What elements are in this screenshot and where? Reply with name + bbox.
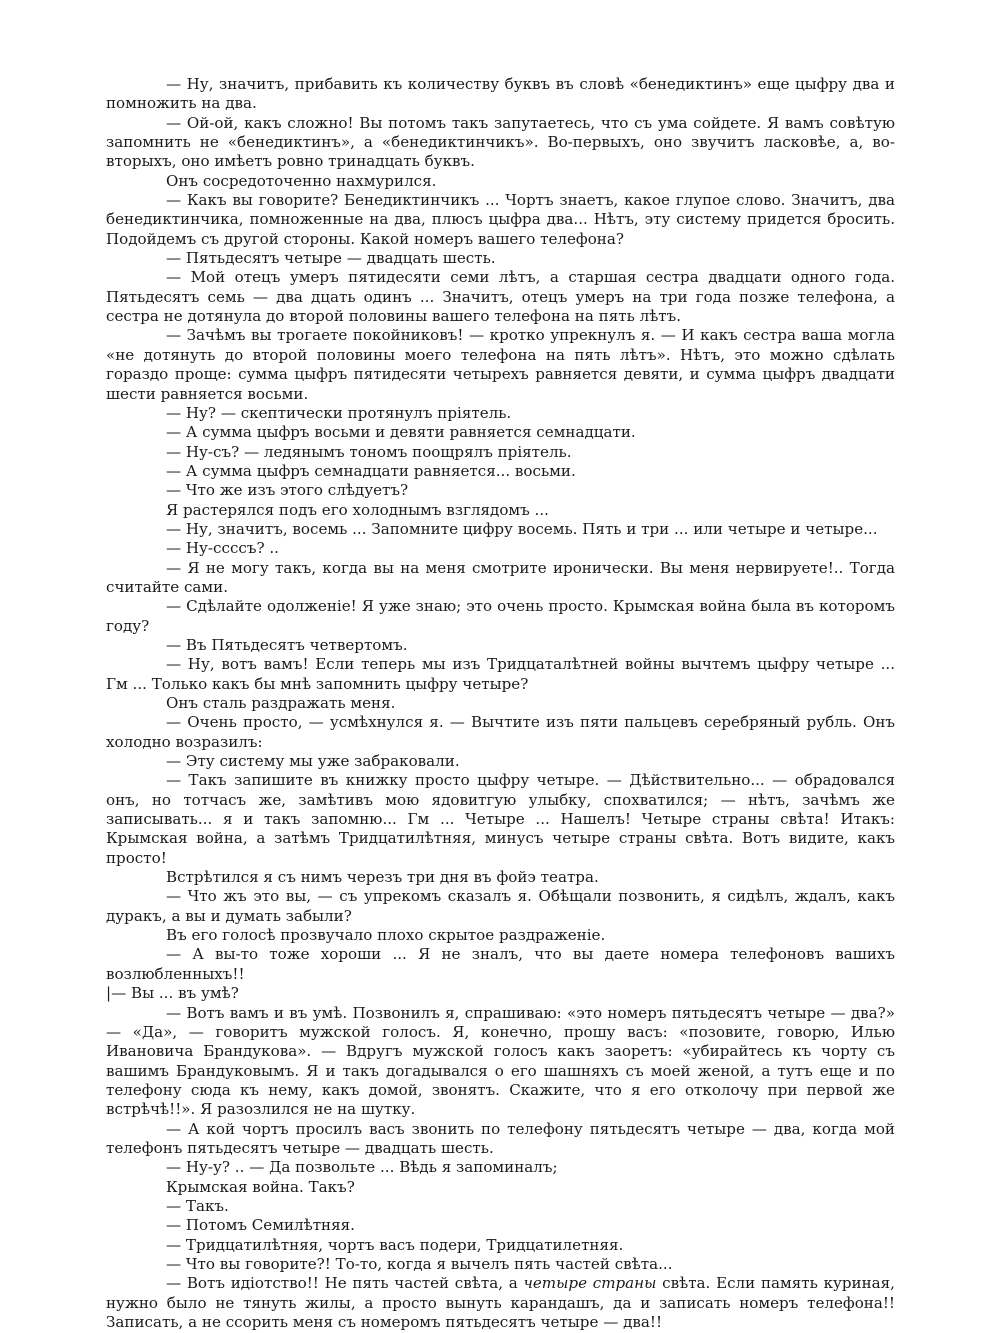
paragraph: — Въ Пятьдесятъ четвертомъ. [166, 635, 408, 654]
paragraph: — Такъ. [166, 1196, 229, 1215]
paragraph [106, 1274, 895, 1332]
paragraph: — Ой-ой, какъ сложно! Вы потомъ такъ запутаетесь, что съ ума сойдете. Я вамъ совѣтую запомнить не «бенедиктинъ», а «бенедиктинчикъ». Во-первыхъ, оно звучитъ ласковѣе, а, во-вторыхъ, оно имѣетъ ровно тринадцать буквъ. [106, 113, 895, 171]
paragraph: — Ну-ссссъ? .. [166, 539, 279, 558]
paragraph: — А кой чортъ просилъ васъ звонить по телефону пятьдесятъ четыре — два, когда мой телефонъ пятьдесятъ четыре — двадцать шесть. [106, 1119, 895, 1157]
paragraph: Онъ сосредоточенно нахмурился. [166, 171, 437, 190]
italic-phrase: четыре страны [523, 1274, 657, 1293]
paragraph: — Ну? — скептически протянулъ пріятель. [166, 403, 512, 422]
paragraph: — Ну-у? .. — Да позвольте ... Вѣдь я запоминалъ; [166, 1158, 558, 1177]
paragraph: — Пятьдесятъ четыре — двадцать шесть. [166, 249, 496, 268]
paragraph: — Какъ вы говорите? Бенедиктинчикъ ... Чортъ знаетъ, какое глупое слово. Значитъ, два бенедиктинчика, помноженные на два, плюсъ цыфра два... Нѣтъ, эту систему придется бросить. Подойдемъ съ другой стороны. Какой номеръ вашего телефона? [106, 191, 895, 248]
paragraph-text: свѣта. Если память куриная, нужно было не тянуть жилы, а просто вынуть карандашъ, да и записать номеръ телефона!! Записать, а не ссорить меня съ номеромъ пятьдесятъ четыре — два!! [106, 1274, 895, 1331]
paragraph: Встрѣтился я съ нимъ черезъ три дня въ фойэ театра. [166, 868, 599, 887]
paragraph: — Такъ запишите въ книжку просто цыфру четыре. — Дѣйствительно... — обрадовался онъ, но тотчасъ же, замѣтивъ мою ядовитгую улыбку, спохватился; — нѣтъ, зачѣмъ же записывать... я и такъ запомню... Гм ... Четыре ... Нашелъ! Четыре страны свѣта! Итакъ: Крымская война, а затѣмъ Тридцатилѣтняя, минусъ четыре страны свѣта. Вотъ видите, какъ просто! [106, 771, 895, 867]
paragraph: — А сумма цыфръ семнадцати равняется... восьми. [166, 461, 576, 480]
paragraph: — Вотъ вамъ и въ умѣ. Позвонилъ я, спрашиваю: «это номеръ пятьдесятъ четыре — два?» — «Да», — говоритъ мужской голосъ. Я, конечно, прошу васъ: «позовите, говорю, Илью Ивановича Брандукова». — Вдругъ мужской голосъ какъ заоретъ: «убирайтесь къ чорту съ вашимъ Брандуковымъ. Я и такъ догадывался о его шашняхъ съ моей женой, а тутъ еще и по телефону сюда къ нему, какъ домой, звонятъ. Скажите, что я его отколочу при первой же встрѣчѣ!!». Я разозлился не на шутку. [106, 1003, 895, 1119]
paragraph: Я растерялся подъ его холоднымъ взглядомъ ... [166, 500, 549, 519]
paragraph: — Ну, значитъ, восемь ... Запомните цифру восемь. Пять и три ... или четыре и четыре... [166, 519, 878, 538]
paragraph: — Зачѣмъ вы трогаете покойниковъ! — кротко упрекнулъ я. — И какъ сестра ваша могла «не дотянуть до второй половины моего телефона на пять лѣтъ». Нѣтъ, это можно сдѣлать гораздо проще: сумма цыфръ пятидесяти четырехъ равняется девяти, и сумма цыфръ двадцати шести равняется восьми. [106, 326, 895, 403]
paragraph: — Мой отецъ умеръ пятидесяти семи лѣтъ, а старшая сестра двадцати одного года. Пятьдесятъ семь — два дцать одинъ ... Значитъ, отецъ умеръ на три года позже телефона, а сестра не дотянула до второй половины вашего телефона на пять лѣтъ. [106, 268, 895, 326]
paragraph: — Ну, значитъ, прибавить къ количеству буквъ въ словѣ «бенедиктинъ» еще цыфру два и помножить на два. [106, 75, 895, 113]
paragraph: — Сдѣлайте одолженіе! Я уже знаю; это очень просто. Крымская война была въ которомъ году? [106, 597, 895, 635]
paragraph: |— Вы ... въ умѣ? [106, 984, 239, 1003]
paragraph: — Эту систему мы уже забраковали. [166, 752, 460, 771]
paragraph: — Тридцатилѣтняя, чортъ васъ подери, Тридцатилетняя. [166, 1235, 624, 1254]
paragraph: Крымская война. Такъ? [166, 1177, 355, 1196]
paragraph: Въ его голосѣ прозвучало плохо скрытое раздраженіе. [166, 926, 606, 945]
paragraph: — Что жъ это вы, — съ упрекомъ сказалъ я. Обѣщали позвонить, я сидѣлъ, ждалъ, какъ дуракъ, а вы и думать забыли? [106, 887, 895, 925]
paragraph: — Я не могу такъ, когда вы на меня смотрите иронически. Вы меня нервируете!.. Тогда считайте сами. [106, 558, 895, 596]
paragraph: — А вы-то тоже хороши ... Я не зналъ, что вы даете номера телефоновъ вашихъ возлюбленныхъ!! [106, 945, 895, 983]
paragraph: — Ну-съ? — ледянымъ тономъ поощрялъ пріятель. [166, 442, 572, 461]
paragraph: — Очень просто, — усмѣхнулся я. — Вычтите изъ пяти пальцевъ серебряный рубль. Онъ холодно возразилъ: [106, 713, 895, 751]
paragraph: Онъ сталь раздражать меня. [166, 694, 396, 712]
paragraph: — А сумма цыфръ восьми и девяти равняется семнадцати. [166, 423, 636, 442]
paragraph: — Что вы говорите?! То-то, когда я вычелъ пять частей свѣта... [166, 1254, 673, 1273]
paragraph-text: — Вотъ идіотство!! Не пять частей свѣта, а [166, 1274, 524, 1293]
paragraph: — Что же изъ этого слѣдуетъ? [166, 481, 409, 500]
paragraph: — Ну, вотъ вамъ! Если теперь мы изъ Тридцаталѣтней войны вычтемъ цыфру четыре ... Гм ... Только какъ бы мнѣ запомнить цыфру четыре? [106, 655, 895, 693]
paragraph: — Потомъ Семилѣтняя. [166, 1216, 355, 1235]
